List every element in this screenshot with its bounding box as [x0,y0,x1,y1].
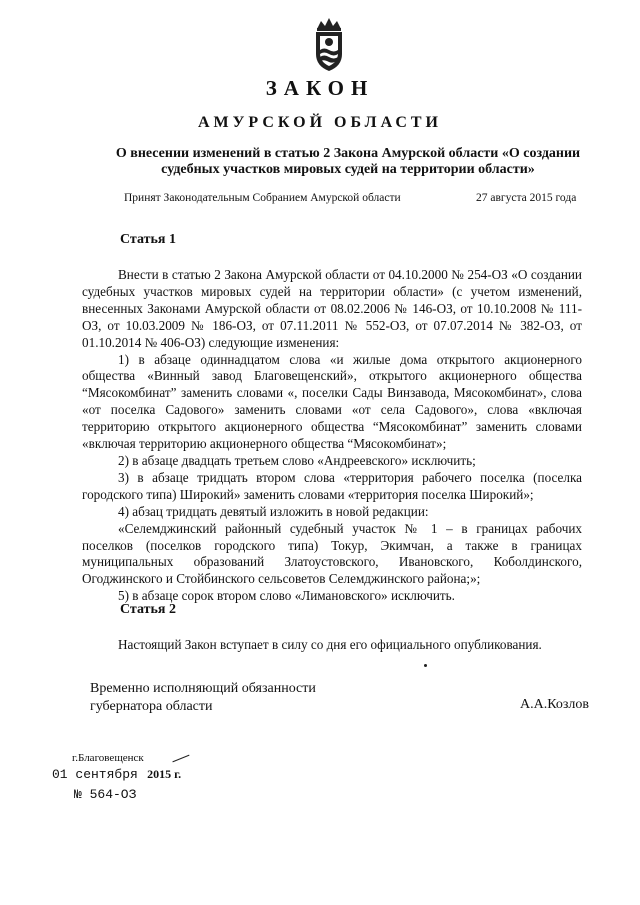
signatory-position [90,680,316,716]
adopted-by: Принят Законодательным Собранием Амурской области [124,192,401,204]
year: 2015 г. [147,767,182,781]
city: г.Благовещенск [72,752,144,764]
signing-date [52,766,181,782]
article-2-paragraph: Настоящий Закон вступает в силу со дня его официального опубликования. [118,637,542,652]
article-2-heading: Статья 2 [120,602,176,617]
region-title: АМУРСКОЙ ОБЛАСТИ [198,114,442,131]
article-1-paragraph: 2) в абзаце двадцать третьем слово «Андреевского» исключить; [118,452,476,468]
law-number: № 564-ОЗ [74,787,137,802]
article-1-paragraph: 3) в абзаце тридцать втором слова «территория рабочего поселка (поселка городского типа) Широкий» заменить словами «территория поселка Широкий»; [82,469,582,502]
article-1-paragraph: 1) в абзаце одиннадцатом слова «и жилые дома открытого акционерного общества «Винный завод Благовещенский», открытого акционерного общества “Мясокомбинат” заменить словами «, поселки Сады Винзавода, Мясокомбинат», слова «от поселка Садового» заменить словами «от села Садового», слова «включая территорию открытого акционерного общества “Мясокомбинат” заменить словами «включая территорию акционерного общества “Мясокомбинат»; [82,351,582,452]
signatory-name: А.А.Козлов [520,697,589,712]
coat-of-arms-icon [302,14,356,74]
article-1-paragraph: 4) абзац тридцать девятый изложить в новой редакции: [118,503,429,519]
law-title: ЗАКОН [265,76,375,100]
pen-stroke [172,755,189,763]
date-stamp: 01 сентября [52,767,138,782]
article-1-heading: Статья 1 [120,232,176,247]
article-1-paragraph: «Селемджинский районный судебный участок № 1 – в границах рабочих поселков (поселков городского типа) Токур, Экимчан, а также в границах муниципальных образований Златоустовского, Ивановского, Коболдинского, Огоджинского и Стойбинского сельсоветов Селемджинского района;»; [82,520,582,587]
signatory-position-line: губернатора области [90,699,213,714]
article-2-body [82,637,582,654]
ink-dot [424,664,427,667]
signatory-position-line: Временно исполняющий обязанности [90,681,316,696]
law-subject [28,146,640,178]
adopted-date: 27 августа 2015 года [476,192,577,204]
article-1-paragraph: 5) в абзаце сорок втором слово «Лимановского» исключить. [118,588,455,604]
article-1-paragraph: Внести в статью 2 Закона Амурской области от 04.10.2000 № 254-ОЗ «О создании судебных участков мировых судей на территории области» (с учетом изменений, внесенных Законами Амурской области от 08.02.2006 № 146-ОЗ, от 10.10.2008 № 111-ОЗ, от 10.03.2009 № 186-ОЗ, от 07.11.2011 № 552-ОЗ, от 07.07.2014 № 382-ОЗ, от 01.10.2014 № 406-ОЗ) следующие изменения: [82,267,582,350]
law-subject-text: О внесении изменений в статью 2 Закона Амурской области «О создании судебных участков мировых судей на территории области» [115,146,581,177]
article-1-body [82,267,582,605]
